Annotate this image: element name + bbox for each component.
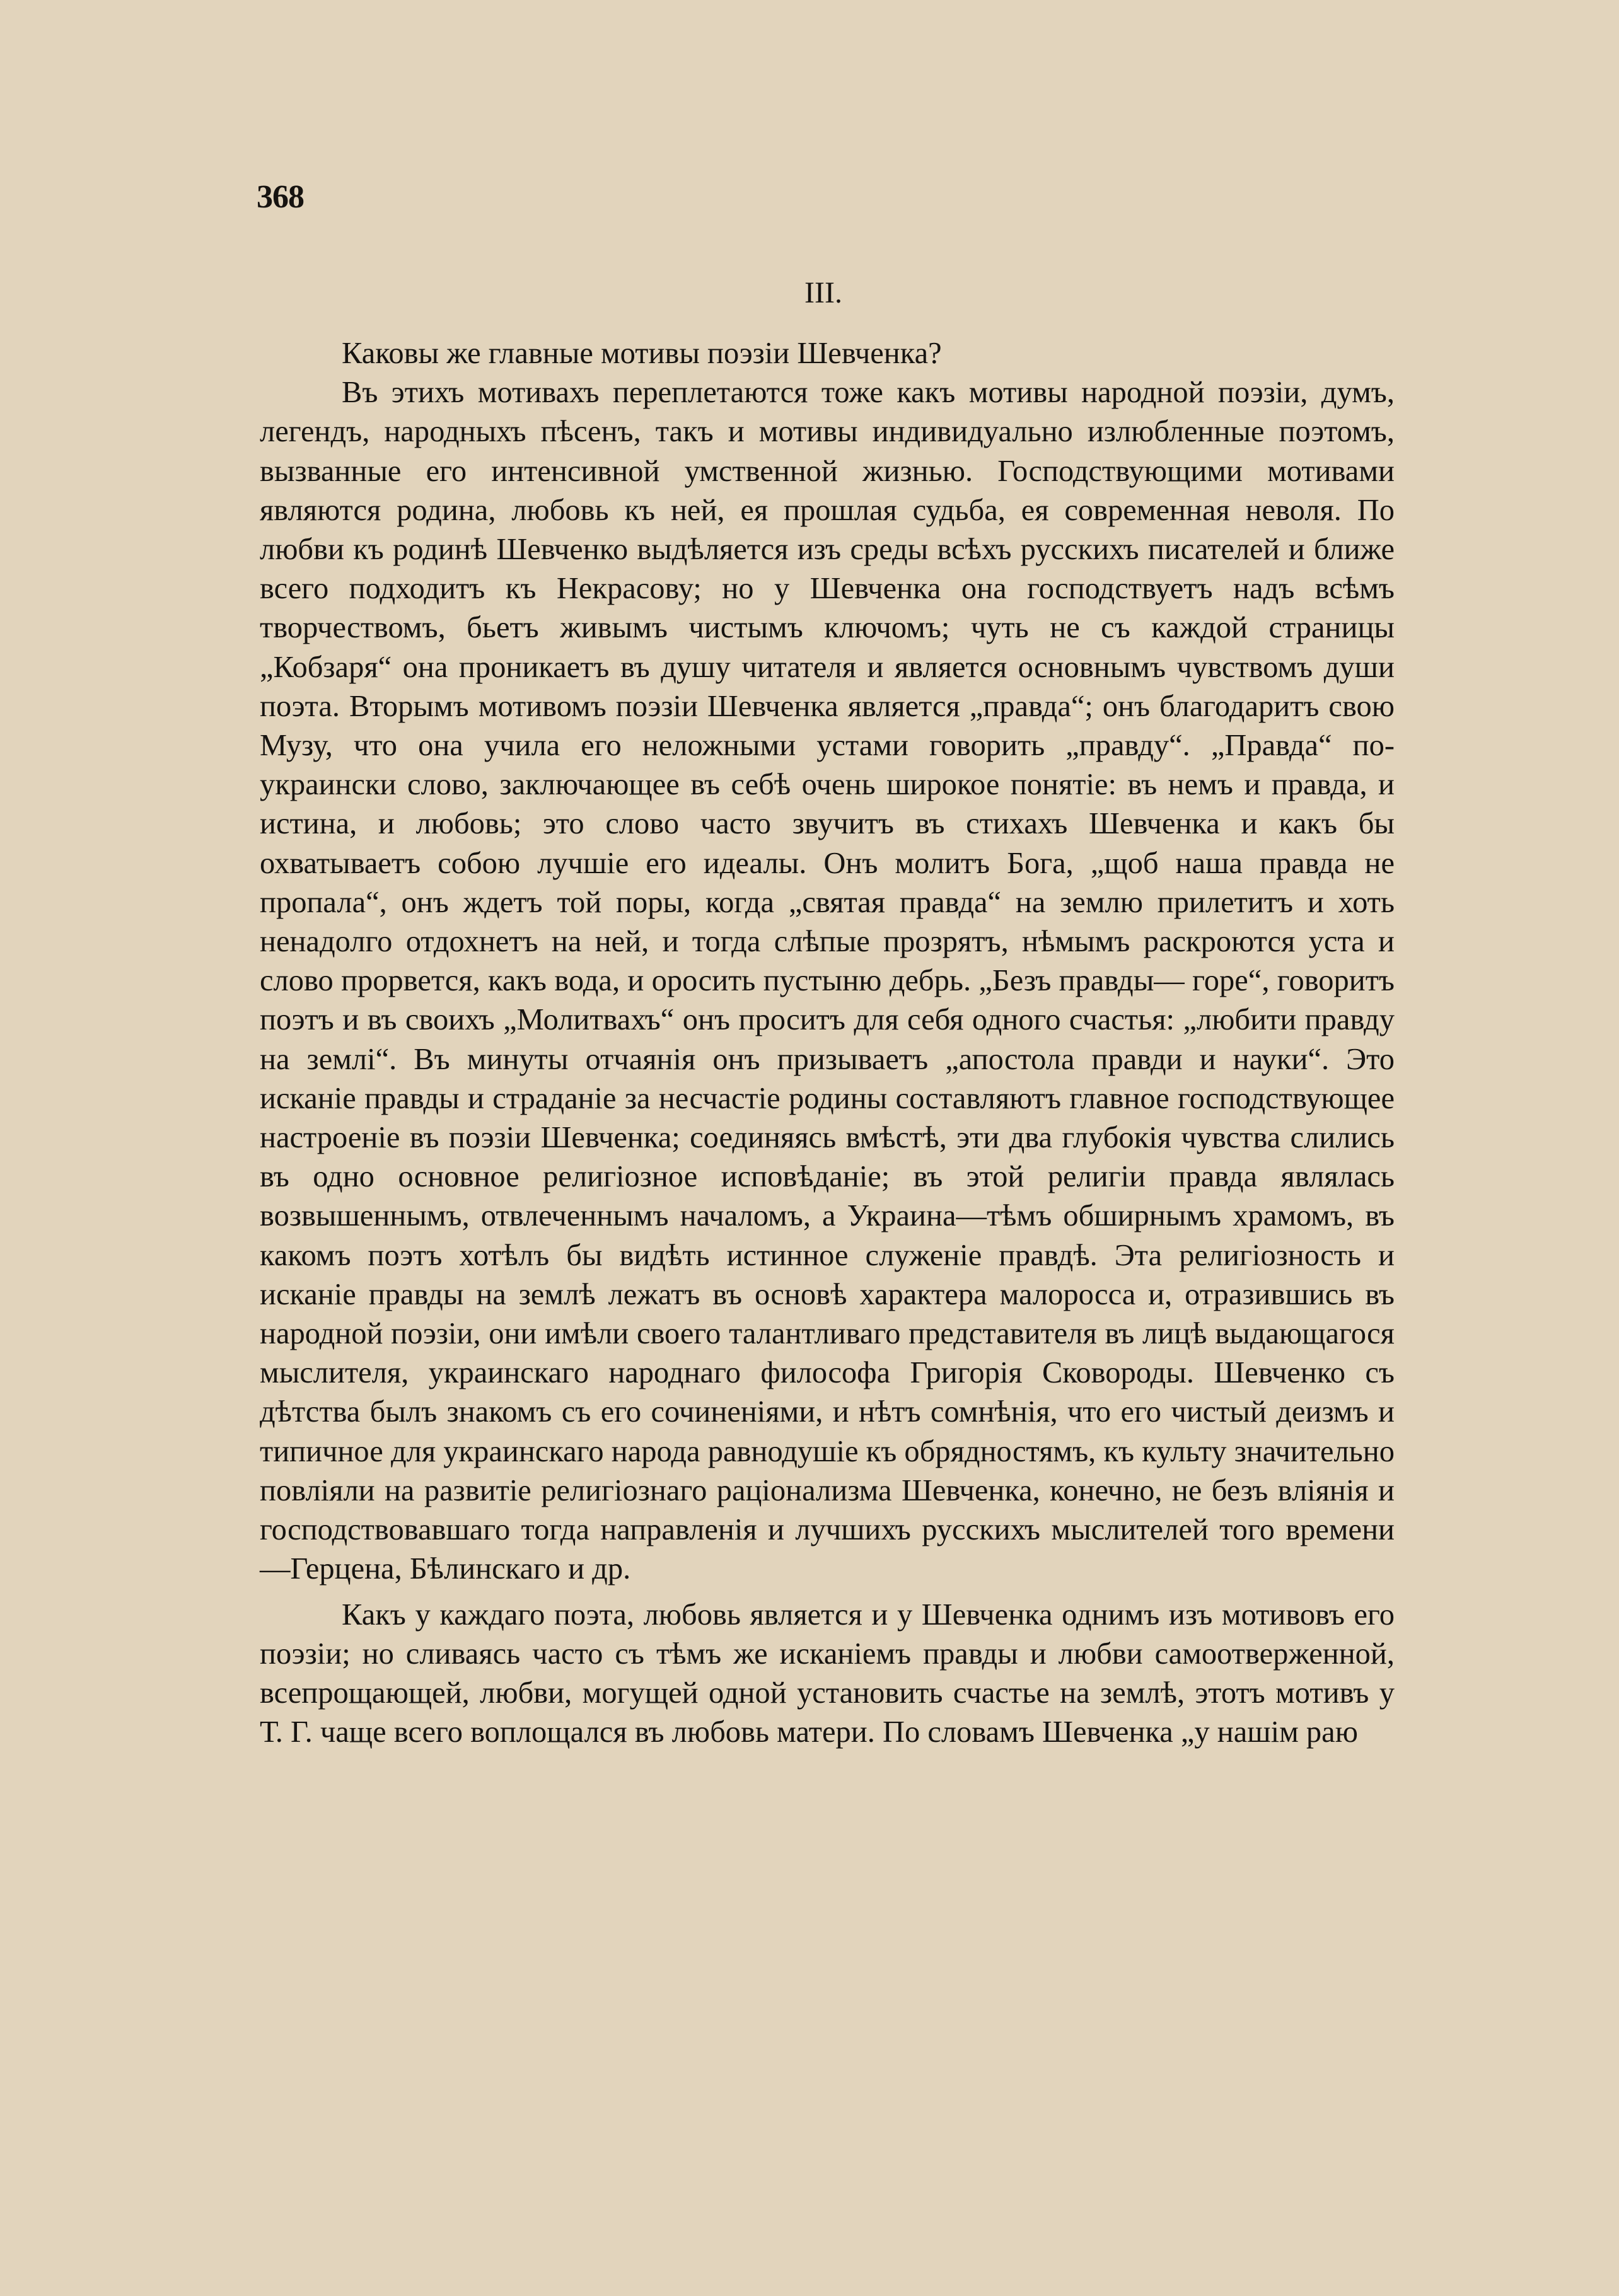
paragraph-main: Въ этихъ мотивахъ переплетаются тоже какъ мотивы народной поэзіи, думъ, легендъ, народныхъ пѣсенъ, такъ и мотивы индивидуально излюбленные поэтомъ, вызванные его интенсивной умственной жизнью. Господствующими мотивами являются родина, любовь къ ней, ея прошлая судьба, ея современная неволя. По любви къ родинѣ Шевченко выдѣляется изъ среды всѣхъ русскихъ писателей и ближе всего подходитъ къ Некрасову; но у Шевченка она господствуетъ надъ всѣмъ творчествомъ, бьетъ живымъ чистымъ ключомъ; чуть не съ каждой страницы „Кобзаря“ она проникаетъ въ душу читателя и является основнымъ чувствомъ души поэта. Вторымъ мотивомъ поэзіи Шевченка является „правда“; онъ благодаритъ свою Музу, что она учила его неложными устами говорить „правду“. „Правда“ по-украински слово, заключающее въ себѣ очень широкое понятіе: въ немъ и правда, и истина, и любовь; это слово часто звучитъ въ стихахъ Шевченка и какъ бы охватываетъ собою лучшіе его идеалы. Онъ молитъ Бога, „щоб наша правда не пропала“, онъ ждетъ той поры, когда „святая правда“ на землю прилетитъ и хоть ненадолго отдохнетъ на ней, и тогда слѣпые прозрятъ, нѣмымъ раскроются уста и слово прорвется, какъ вода, и оросить пустыню дебрь. „Безъ правды— горе“, говоритъ поэтъ и въ своихъ „Молитвахъ“ онъ проситъ для себя одного счастья: „любити правду на землі“. Въ минуты отчаянія онъ призываетъ „апостола правди и науки“. Это исканіе правды и страданіе за несчастіе родины составляютъ главное господствующее настроеніе въ поэзіи Шевченка; соединяясь вмѣстѣ, эти два глубокія чувства слились въ одно основное религіозное исповѣданіе; въ этой религіи правда являлась возвышеннымъ, отвлеченнымъ началомъ, а Украина—тѣмъ обширнымъ храмомъ, въ какомъ поэтъ хотѣлъ бы видѣть истинное служеніе правдѣ. Эта религіозность и исканіе правды на землѣ лежатъ въ основѣ характера малоросса и, отразившись въ народной поэзіи, они имѣли своего талантливаго представителя въ лицѣ выдающагося мыслителя, украинскаго народнаго философа Григорія Сковороды. Шевченко съ дѣтства былъ знакомъ съ его сочиненіями, и нѣтъ сомнѣнія, что его чистый деизмъ и типичное для украинскаго народа равнодушіе къ обрядностямъ, къ культу значительно повліяли на развитіе религіознаго раціонализма Шевченка, конечно, не безъ вліянія и господствовавшаго тогда направленія и лучшихъ русскихъ мыслителей того времени—Герцена, Бѣлинскаго и др. <box>260 376 1395 1586</box>
section-heading-text: III. <box>804 276 842 310</box>
paragraph-love-motif: Какъ у каждаго поэта, любовь является и у Шевченка однимъ изъ мотивовъ его поэзіи; но сливаясь часто съ тѣмъ же исканіемъ правды и любви самоотверженной, всепрощающей, любви, могущей одной установить счастье на землѣ, этотъ мотивъ у Т. Г. чаще всего воплощался въ любовь матери. По словамъ Шевченка „у нашім раю <box>260 1597 1395 1749</box>
body-text <box>260 334 1395 1752</box>
paragraph-intro: Каковы же главные мотивы поэзіи Шевченка? <box>342 337 942 370</box>
section-heading <box>0 275 1619 310</box>
page-number: 368 <box>257 179 304 215</box>
